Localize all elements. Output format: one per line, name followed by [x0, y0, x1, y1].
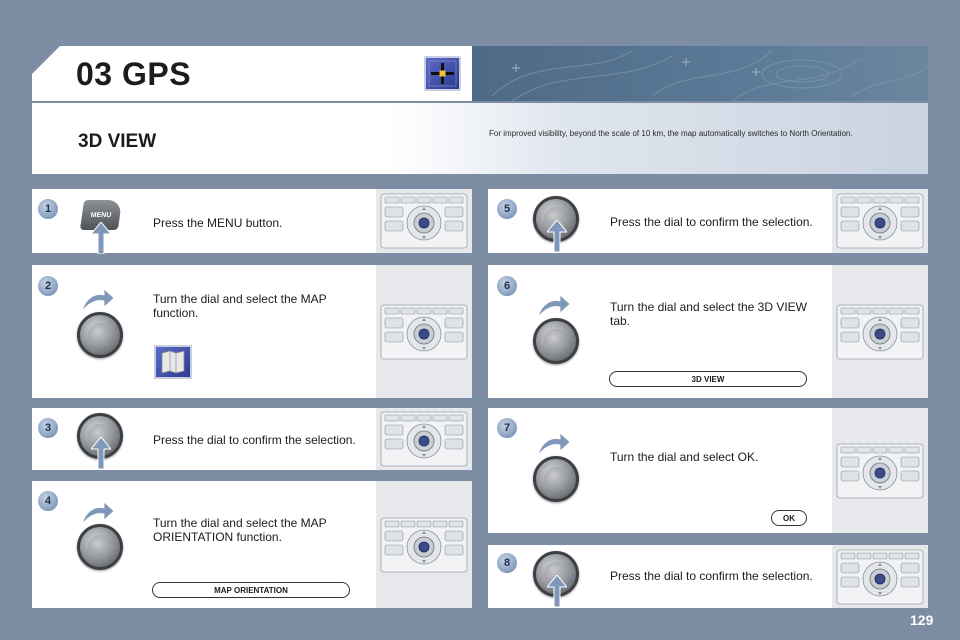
step-8-text: Press the dial to confirm the selection. [610, 569, 813, 583]
step-5-badge: 5 [496, 198, 518, 220]
page-number: 129 [910, 612, 934, 628]
section-title: 3D VIEW [78, 131, 157, 152]
step-1-badge: 1 [37, 198, 59, 220]
step-4-text: Turn the dial and select the MAP ORIENTATION function. [153, 516, 327, 544]
map-orientation-option: MAP ORIENTATION [152, 582, 350, 598]
map-book-icon [154, 345, 192, 379]
console-photo [832, 265, 928, 398]
step-1-text: Press the MENU button. [153, 216, 283, 230]
step-2-badge: 2 [37, 275, 59, 297]
console-photo [832, 545, 928, 608]
header-map-banner [472, 46, 928, 101]
turn-arrow-icon [80, 500, 116, 526]
step-2-text: Turn the dial and select the MAP function. [153, 292, 327, 320]
dial-knob [533, 318, 579, 364]
step-7-text: Turn the dial and select OK. [610, 450, 759, 464]
press-arrow-icon [547, 575, 567, 607]
console-photo [376, 408, 472, 470]
dial-knob [533, 456, 579, 502]
menu-button: MENU [80, 200, 122, 230]
console-photo [832, 408, 928, 533]
gps-crosshair-icon [424, 56, 461, 91]
3d-view-tab-option: 3D VIEW [609, 371, 807, 387]
step-6-badge: 6 [496, 275, 518, 297]
press-arrow-icon [91, 437, 111, 469]
page-title: 03 GPS [76, 56, 192, 92]
step-4-badge: 4 [37, 490, 59, 512]
step-6-text: Turn the dial and select the 3D VIEW tab. [610, 300, 807, 328]
console-photo [376, 189, 472, 253]
dial-knob [77, 312, 123, 358]
step-3-text: Press the dial to confirm the selection. [153, 433, 356, 447]
console-photo [832, 189, 928, 253]
console-photo [376, 265, 472, 398]
intro-text: For improved visibility, beyond the scale of 10 km, the map automatically switches to North Orientation. [489, 129, 853, 138]
press-arrow-icon [547, 220, 567, 252]
press-arrow-icon [91, 222, 111, 254]
turn-arrow-icon [536, 431, 572, 457]
step-7-badge: 7 [496, 417, 518, 439]
turn-arrow-icon [80, 287, 116, 313]
dial-knob [77, 524, 123, 570]
console-photo [376, 481, 472, 608]
step-8-badge: 8 [496, 552, 518, 574]
step-3-badge: 3 [37, 417, 59, 439]
step-5-text: Press the dial to confirm the selection. [610, 215, 813, 229]
ok-option: OK [771, 510, 807, 526]
turn-arrow-icon [536, 293, 572, 319]
